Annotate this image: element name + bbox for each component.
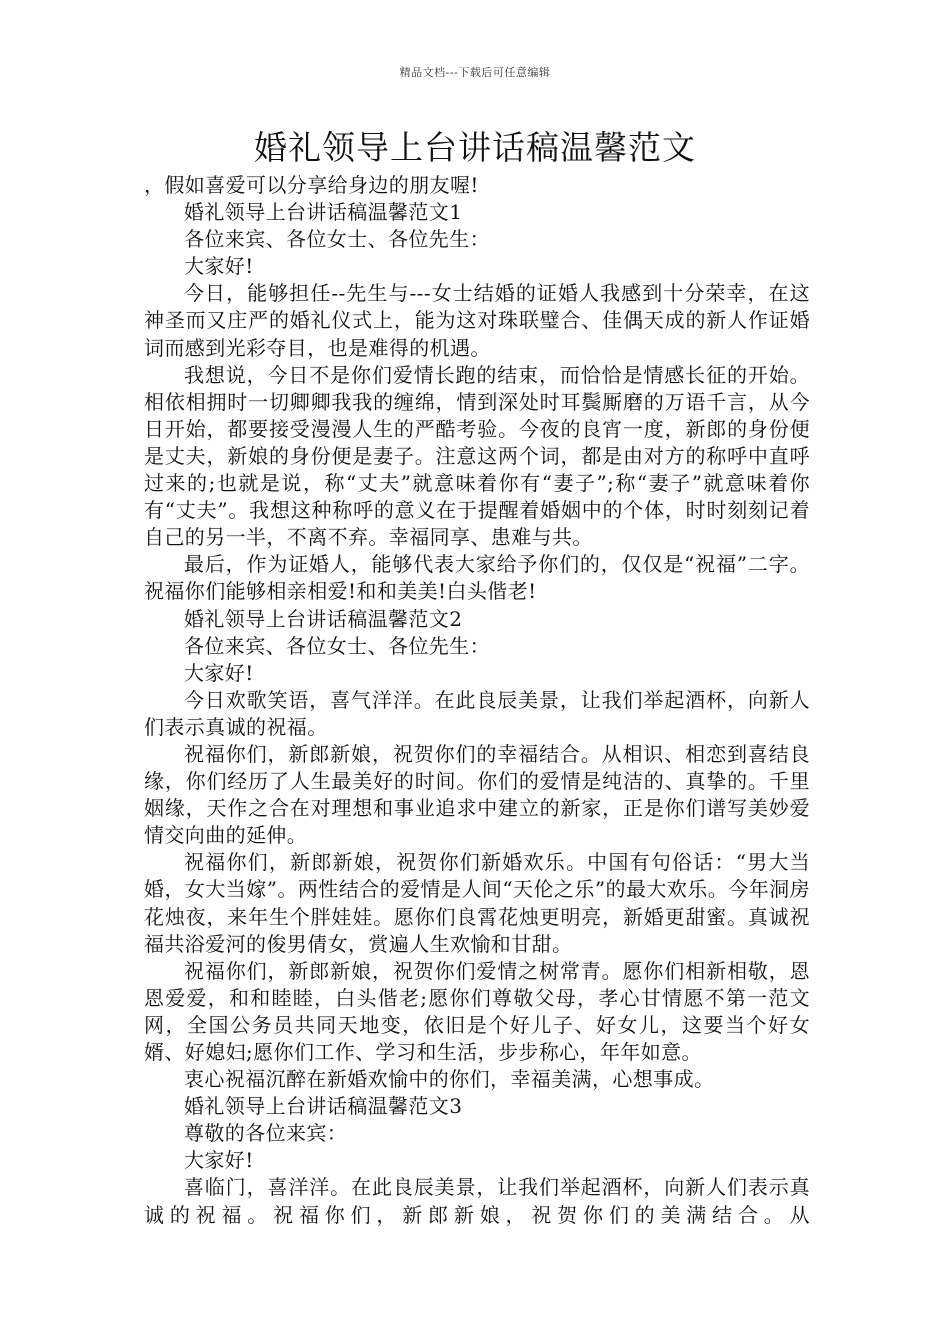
- greeting: 大家好!: [184, 1148, 254, 1173]
- paragraph: 今日，能够担任--先生与---女士结婚的证婚人我感到十分荣幸，在这神圣而又庄严的婚礼仪式上，能为这对珠联璧合、佳偶天成的新人作证婚词而感到光彩夺目，也是难得的机遇。: [144, 281, 810, 360]
- section-heading: 婚礼领导上台讲话稿温馨范文2: [184, 606, 463, 631]
- salutation: 尊敬的各位来宾：: [184, 1121, 348, 1146]
- paragraph: 祝福你们，新郎新娘，祝贺你们新婚欢乐。中国有句俗话：“男大当婚，女大当嫁”。两性结合的爱情是人间“天伦之乐”的最大欢乐。今年洞房花烛夜，来年生个胖娃娃。愿你们良霄花烛更明亮，新婚更甜蜜。真诚祝福共浴爱河的俊男倩女，赏遍人生欢愉和甘甜。: [144, 850, 810, 956]
- section-heading: 婚礼领导上台讲话稿温馨范文3: [184, 1094, 463, 1119]
- paragraph: 衷心祝福沉醉在新婚欢愉中的你们，幸福美满，心想事成。: [184, 1067, 715, 1092]
- document-body: [144, 172, 810, 1229]
- page-header: 精品文档---下载后可任意编辑: [399, 66, 551, 79]
- paragraph: 祝福你们，新郎新娘，祝贺你们的幸福结合。从相识、相恋到喜结良缘，你们经历了人生最美好的时间。你们的爱情是纯洁的、真挚的。千里姻缘，天作之合在对理想和事业追求中建立的新家，正是你们谱写美妙爱情交向曲的延伸。: [144, 741, 810, 848]
- section-heading: 婚礼领导上台讲话稿温馨范文1: [184, 200, 463, 225]
- document-title: 婚礼领导上台讲话稿温馨范文: [254, 128, 696, 167]
- greeting: 大家好!: [184, 254, 254, 279]
- paragraph: 今日欢歌笑语，喜气洋洋。在此良辰美景，让我们举起酒杯，向新人们表示真诚的祝福。: [144, 687, 810, 739]
- salutation: 各位来宾、各位女士、各位先生：: [184, 227, 490, 252]
- salutation: 各位来宾、各位女士、各位先生：: [184, 633, 490, 658]
- greeting: 大家好!: [184, 660, 254, 685]
- paragraph: 我想说，今日不是你们爱情长跑的结束，而恰恰是情感长征的开始。相依相拥时一切卿卿我我的缠绵，情到深处时耳鬓厮磨的万语千言，从今日开始，都要接受漫漫人生的严酷考验。今夜的良宵一度，新郎的身份便是丈夫，新娘的身份便是妻子。注意这两个词，都是由对方的称呼中直呼过来的;也就是说，称“丈夫”就意味着你有“妻子”;称“妻子”就意味着你有“丈夫”。我想这种称呼的意义在于提醒着婚姻中的个体，时时刻刻记着自己的另一半，不离不弃。幸福同享、患难与共。: [144, 362, 810, 550]
- paragraph: 喜临门，喜洋洋。在此良辰美景，让我们举起酒杯，向新人们表示真诚的祝福。祝福你们，新郎新娘，祝贺你们的美满结合。从: [144, 1175, 810, 1227]
- paragraph: ，假如喜爱可以分享给身边的朋友喔!: [144, 173, 479, 197]
- paragraph: 祝福你们，新郎新娘，祝贺你们爱情之树常青。愿你们相新相敬，恩恩爱爱，和和睦睦，白头偕老;愿你们尊敬父母，孝心甘情愿不第一范文网，全国公务员共同天地变，依旧是个好儿子、好女儿，这要当个好女婿、好媳妇;愿你们工作、学习和生活，步步称心，年年如意。: [144, 958, 810, 1064]
- paragraph: 最后，作为证婚人，能够代表大家给予你们的，仅仅是“祝福”二字。祝福你们能够相亲相爱!和和美美!白头偕老!: [144, 552, 810, 604]
